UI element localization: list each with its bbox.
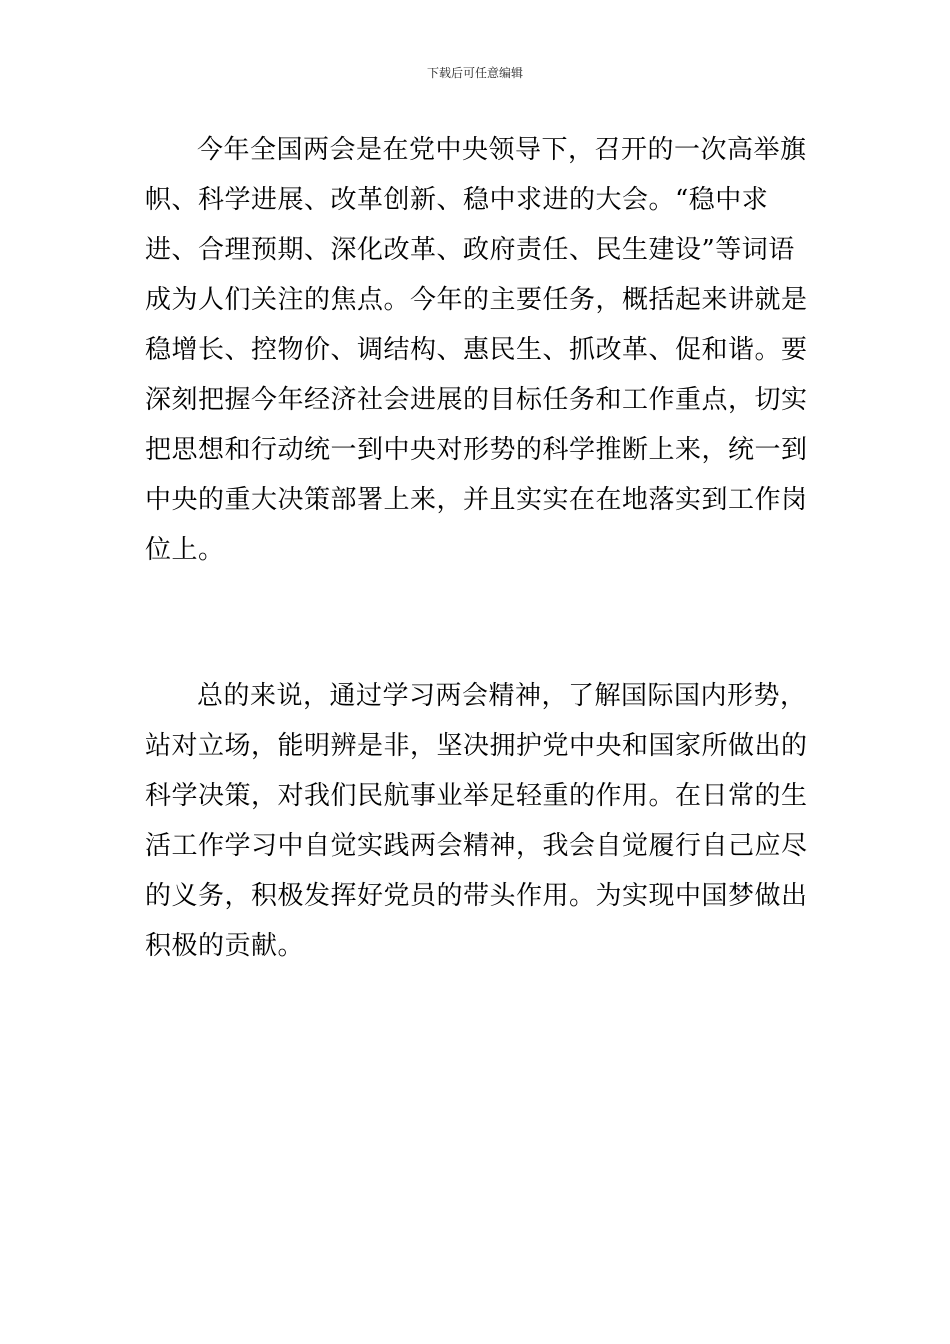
page-header: 下载后可任意编辑 — [426, 66, 523, 80]
paragraph-2: 总的来说，通过学习两会精神，了解国际国内形势，站对立场，能明辨是非，坚决拥护党中央和国家所做出的科学决策，对我们民航事业举足轻重的作用。在日常的生活工作学习中自觉实践两会精神，我会自觉履行自己应尽的义务，积极发挥好党员的带头作用。为实现中国梦做出积极的贡献。 — [145, 681, 808, 961]
paragraph-1: 今年全国两会是在党中央领导下，召开的一次高举旗帜、科学进展、改革创新、稳中求进的大会。“稳中求进、合理预期、深化改革、政府责任、民生建设”等词语成为人们关注的焦点。今年的主要任务，概括起来讲就是稳增长、控物价、调结构、惠民生、抓改革、促和谐。要深刻把握今年经济社会进展的目标任务和工作重点，切实把思想和行动统一到中央对形势的科学推断上来，统一到中央的重大决策部署上来，并且实实在在地落实到工作岗位上。 — [145, 135, 808, 565]
